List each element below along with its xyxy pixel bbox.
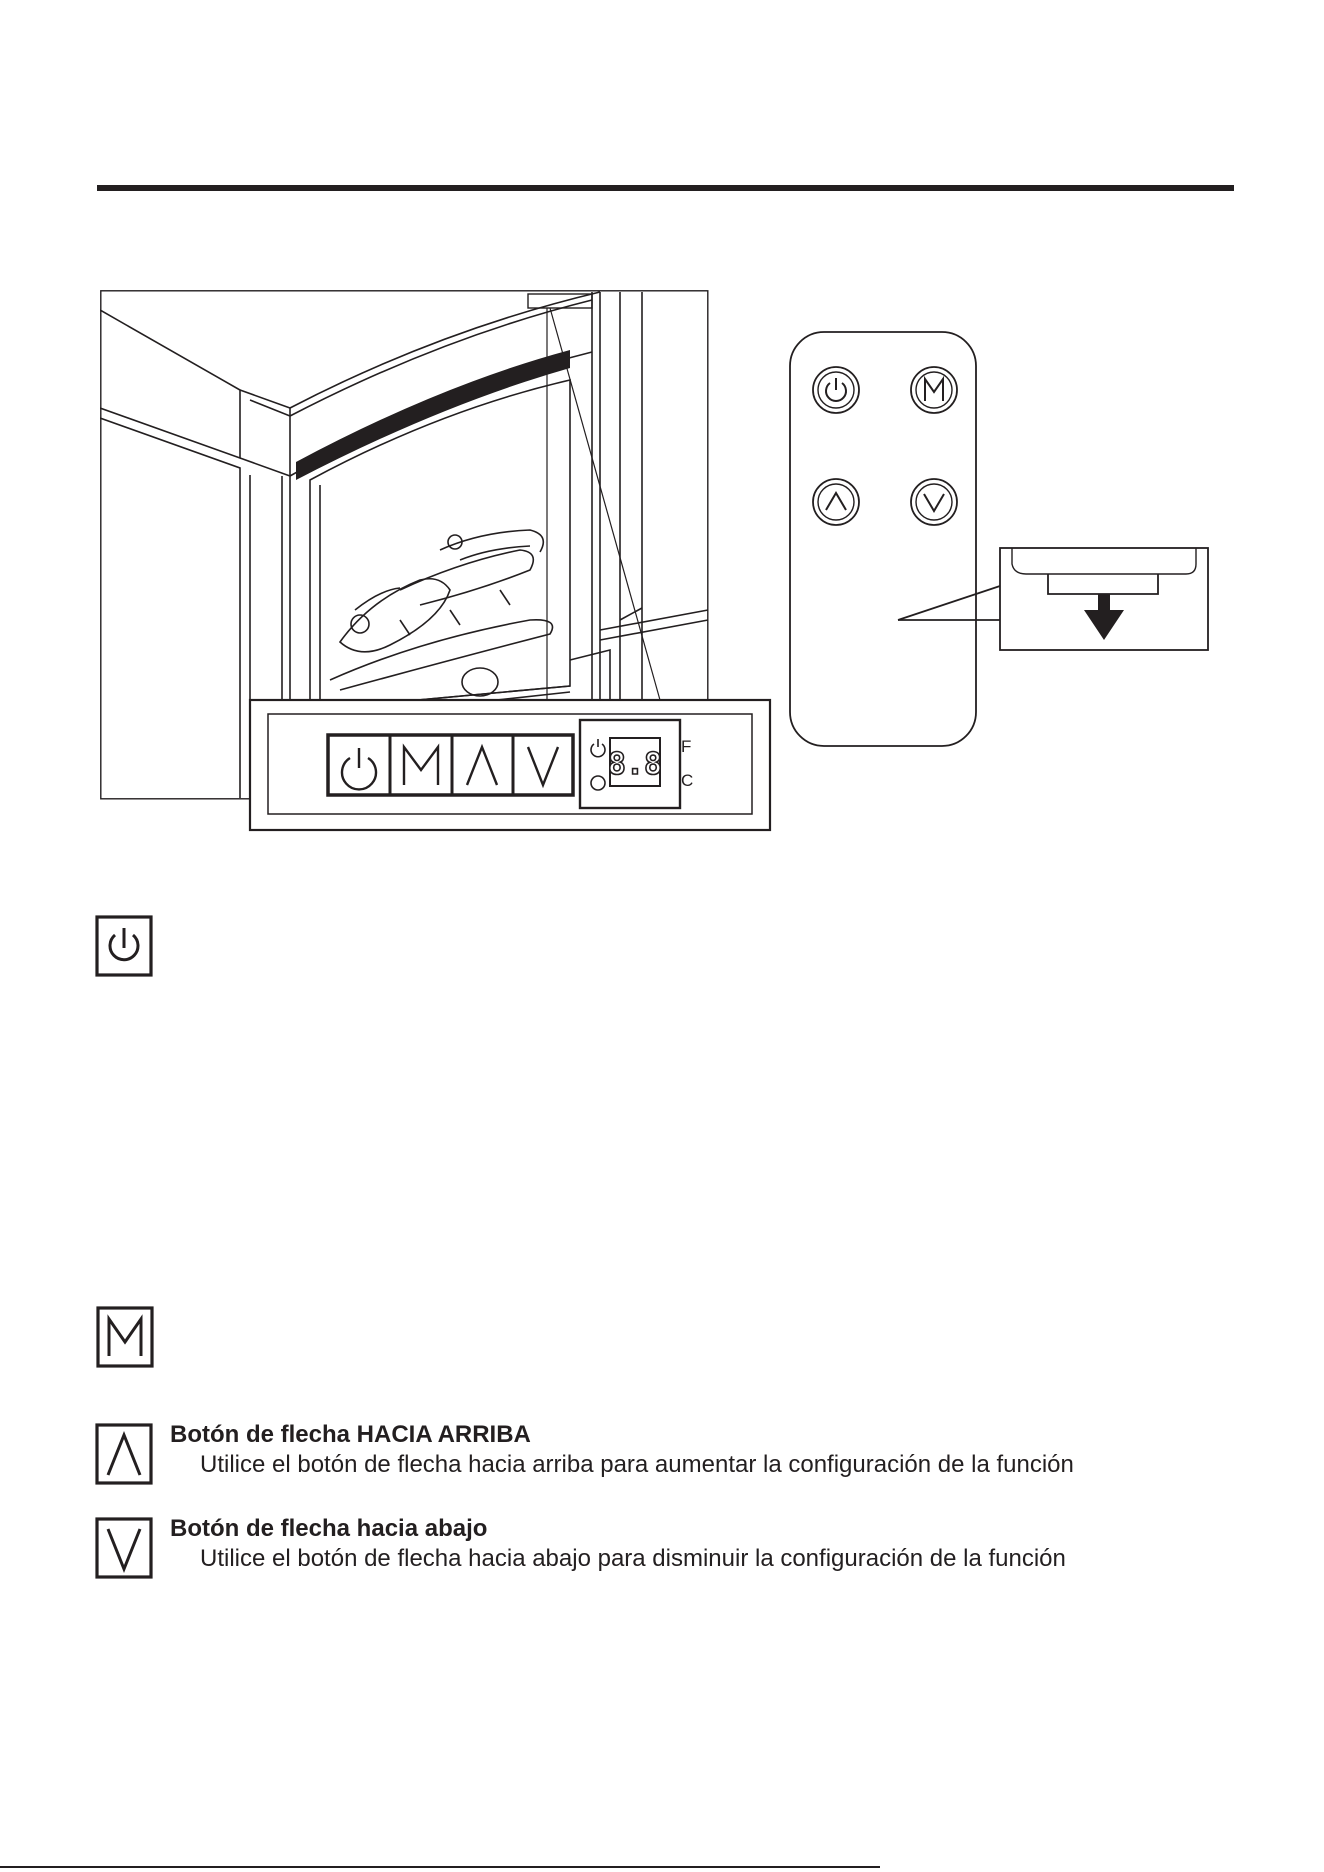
arrow-down-icon xyxy=(95,1517,153,1579)
down-button-title: Botón de flecha hacia abajo xyxy=(170,1515,488,1542)
up-button-description: Utilice el botón de flecha hacia arriba para aumentar la configuración de la función xyxy=(200,1451,1074,1478)
mode-m-icon xyxy=(96,1306,154,1368)
panel-unit-f: F xyxy=(681,737,692,756)
panel-unit-c: C xyxy=(681,771,694,790)
footer-rule xyxy=(0,1866,880,1868)
remote-control-illustration xyxy=(780,328,1212,748)
panel-display-digits: 8.8 xyxy=(607,747,663,782)
power-icon xyxy=(95,915,153,977)
down-button-description: Utilice el botón de flecha hacia abajo para disminuir la configuración de la función xyxy=(200,1545,1066,1572)
arrow-up-icon xyxy=(95,1423,153,1485)
up-button-title: Botón de flecha HACIA ARRIBA xyxy=(170,1421,531,1448)
fireplace-illustration xyxy=(100,290,772,832)
header-rule xyxy=(97,185,1234,191)
